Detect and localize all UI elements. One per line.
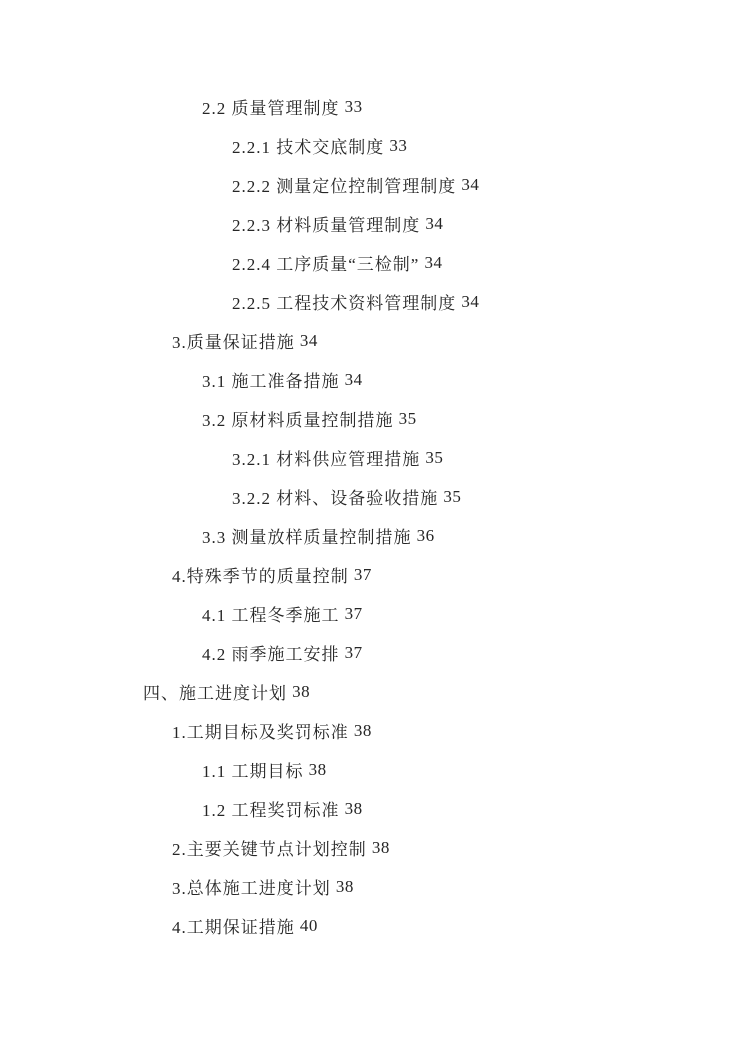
toc-entry-page: 38 xyxy=(335,876,354,896)
toc-entry xyxy=(0,165,744,204)
toc-entry xyxy=(0,906,744,945)
toc-entry-label: 2.主要关键节点计划控制 xyxy=(172,840,367,859)
toc-entry xyxy=(0,204,744,243)
toc-entry-label: 2.2 质量管理制度 xyxy=(202,99,340,118)
toc-entry-label: 1.2 工程奖罚标准 xyxy=(202,801,340,820)
toc-entry-page: 38 xyxy=(371,837,390,857)
toc-entry-page: 38 xyxy=(353,720,372,740)
toc-entry xyxy=(0,360,744,399)
toc-entry-page: 38 xyxy=(344,798,363,818)
toc-entry-label: 3.总体施工进度计划 xyxy=(172,879,331,898)
toc-entry xyxy=(0,477,744,516)
toc-entry-label: 1.工期目标及奖罚标准 xyxy=(172,723,349,742)
toc-entry-page: 37 xyxy=(344,642,363,662)
toc-entry xyxy=(0,243,744,282)
toc-entry-label: 2.2.3 材料质量管理制度 xyxy=(232,216,421,235)
toc-entry-page: 40 xyxy=(299,915,318,935)
toc-entry xyxy=(0,789,744,828)
toc-entry-page: 35 xyxy=(398,408,417,428)
toc-entry-label: 2.2.4 工序质量“三检制” xyxy=(232,255,420,274)
toc-entry xyxy=(0,555,744,594)
toc-entry-page: 33 xyxy=(389,135,408,155)
toc-entry xyxy=(0,516,744,555)
toc-entry xyxy=(0,399,744,438)
toc-entry-label: 四、施工进度计划 xyxy=(143,684,287,703)
toc-entry-label: 3.质量保证措施 xyxy=(172,333,295,352)
toc-entry-page: 36 xyxy=(416,525,435,545)
toc-entry-page: 34 xyxy=(461,174,480,194)
toc-entry-label: 3.3 测量放样质量控制措施 xyxy=(202,528,412,547)
toc-entry-label: 3.2.2 材料、设备验收措施 xyxy=(232,489,439,508)
toc-entry-label: 2.2.1 技术交底制度 xyxy=(232,138,385,157)
toc-entry-page: 37 xyxy=(353,564,372,584)
toc-entry-label: 2.2.5 工程技术资料管理制度 xyxy=(232,294,457,313)
toc-entry-label: 4.工期保证措施 xyxy=(172,918,295,937)
toc-entry-page: 37 xyxy=(344,603,363,623)
toc-entry xyxy=(0,750,744,789)
toc-entry xyxy=(0,633,744,672)
toc-entry xyxy=(0,867,744,906)
toc-entry xyxy=(0,672,744,711)
toc-entry xyxy=(0,438,744,477)
toc-entry-page: 34 xyxy=(299,330,318,350)
toc-entry xyxy=(0,321,744,360)
toc-entry-label: 4.特殊季节的质量控制 xyxy=(172,567,349,586)
toc-entry xyxy=(0,87,744,126)
toc-entry-label: 4.1 工程冬季施工 xyxy=(202,606,340,625)
toc-entry-page: 35 xyxy=(443,486,462,506)
toc-entry-label: 3.2.1 材料供应管理措施 xyxy=(232,450,421,469)
toc-entry-page: 35 xyxy=(425,447,444,467)
toc-entry xyxy=(0,126,744,165)
toc-entry-label: 1.1 工期目标 xyxy=(202,762,304,781)
toc-entry-page: 34 xyxy=(461,291,480,311)
toc-entry-label: 3.1 施工准备措施 xyxy=(202,372,340,391)
toc-entry xyxy=(0,282,744,321)
toc-entry-page: 38 xyxy=(292,681,311,701)
toc-entry-page: 38 xyxy=(308,759,327,779)
toc-entry-page: 33 xyxy=(344,96,363,116)
toc-entry-page: 34 xyxy=(344,369,363,389)
toc-entry xyxy=(0,828,744,867)
toc-entry xyxy=(0,594,744,633)
toc-entry-page: 34 xyxy=(424,252,443,272)
toc-entry xyxy=(0,711,744,750)
toc-entry-page: 34 xyxy=(425,213,444,233)
toc-entry-label: 4.2 雨季施工安排 xyxy=(202,645,340,664)
toc-entry-label: 3.2 原材料质量控制措施 xyxy=(202,411,394,430)
toc-entry-label: 2.2.2 测量定位控制管理制度 xyxy=(232,177,457,196)
